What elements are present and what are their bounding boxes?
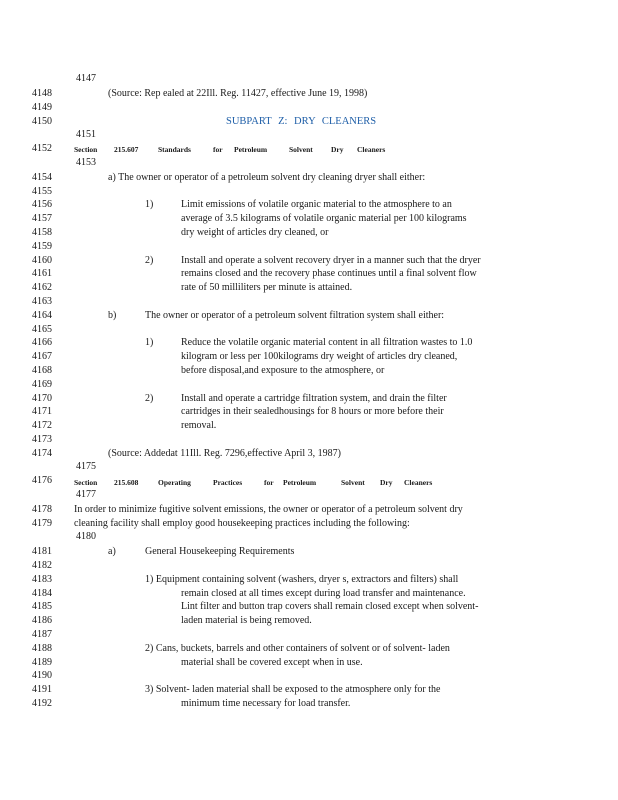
line-number: 4178 bbox=[32, 504, 52, 515]
section-word: Section bbox=[74, 478, 98, 487]
section-word: Cleaners bbox=[404, 478, 433, 487]
line-number: 4164 bbox=[32, 310, 52, 321]
section-word: Solvent bbox=[289, 145, 313, 154]
section-word: Dry bbox=[331, 145, 344, 154]
line-number: 4169 bbox=[32, 379, 52, 390]
paragraph-line: minimum time necessary for load transfer. bbox=[181, 698, 351, 709]
paragraph-line: Limit emissions of volatile organic material to the atmosphere to an bbox=[181, 199, 452, 210]
line-number: 4186 bbox=[32, 615, 52, 626]
paragraph-line: material shall be covered except when in use. bbox=[181, 657, 363, 668]
line-number: 4152 bbox=[32, 143, 52, 154]
line-number: 4174 bbox=[32, 448, 52, 459]
line-number: 4172 bbox=[32, 420, 52, 431]
paragraph-line: before disposal,and exposure to the atmosphere, or bbox=[181, 365, 385, 376]
line-number: 4176 bbox=[32, 475, 52, 486]
paragraph-line: 3) Solvent- laden material shall be exposed to the atmosphere only for the bbox=[145, 684, 441, 695]
paragraph-line: 2) Cans, buckets, barrels and other containers of solvent or of solvent- laden bbox=[145, 643, 450, 654]
paragraph-line: rate of 50 milliliters per minute is attained. bbox=[181, 282, 353, 293]
line-number: 4158 bbox=[32, 227, 52, 238]
line-number: 4153 bbox=[76, 157, 96, 168]
item-label: b) bbox=[108, 310, 117, 321]
line-number: 4187 bbox=[32, 629, 52, 640]
line-number: 4168 bbox=[32, 365, 52, 376]
line-number: 4165 bbox=[32, 324, 52, 335]
item-label: a) bbox=[108, 546, 116, 557]
section-word: Standards bbox=[158, 145, 191, 154]
line-number: 4185 bbox=[32, 601, 52, 612]
paragraph-line: a) The owner or operator of a petroleum solvent dry cleaning dryer shall either: bbox=[108, 172, 426, 183]
section-word: Solvent bbox=[341, 478, 365, 487]
section-word: Dry bbox=[380, 478, 393, 487]
line-number: 4162 bbox=[32, 282, 52, 293]
paragraph-line: cleaning facility shall employ good housekeeping practices including the following: bbox=[74, 518, 410, 529]
paragraph-line: laden material is being removed. bbox=[181, 615, 312, 626]
line-number: 4180 bbox=[76, 531, 96, 542]
line-number: 4184 bbox=[32, 588, 52, 599]
line-number: 4173 bbox=[32, 434, 52, 445]
section-word: Petroleum bbox=[234, 145, 268, 154]
item-label: 2) bbox=[145, 393, 154, 404]
line-number: 4161 bbox=[32, 268, 52, 279]
section-word: Operating bbox=[158, 478, 191, 487]
line-number: 4183 bbox=[32, 574, 52, 585]
paragraph-line: Install and operate a solvent recovery dryer in a manner such that the dryer bbox=[181, 255, 481, 266]
line-number: 4147 bbox=[76, 73, 96, 84]
line-number: 4190 bbox=[32, 670, 52, 681]
line-number: 4171 bbox=[32, 406, 52, 417]
line-number: 4182 bbox=[32, 560, 52, 571]
line-number: 4179 bbox=[32, 518, 52, 529]
item-label: 1) bbox=[145, 337, 154, 348]
section-word: for bbox=[213, 145, 223, 154]
line-number: 4188 bbox=[32, 643, 52, 654]
item-label: 2) bbox=[145, 255, 154, 266]
section-word: Section bbox=[74, 145, 98, 154]
line-number: 4192 bbox=[32, 698, 52, 709]
item-label: 1) bbox=[145, 199, 154, 210]
paragraph-line: cartridges in their sealedhousings for 8 hours or more before their bbox=[181, 406, 444, 417]
line-number: 4189 bbox=[32, 657, 52, 668]
line-number: 4163 bbox=[32, 296, 52, 307]
paragraph-line: 1) Equipment containing solvent (washers, dryer s, extractors and filters) shall bbox=[145, 574, 459, 585]
line-number: 4159 bbox=[32, 241, 52, 252]
source-note: (Source: Addedat 11Ill. Reg. 7296,effective April 3, 1987) bbox=[108, 448, 342, 459]
line-number: 4155 bbox=[32, 186, 52, 197]
paragraph-line: In order to minimize fugitive solvent emissions, the owner or operator of a petroleum solvent dry bbox=[74, 504, 463, 515]
line-number: 4156 bbox=[32, 199, 52, 210]
section-word: Cleaners bbox=[357, 145, 386, 154]
paragraph-line: kilogram or less per 100kilograms dry weight of articles dry cleaned, bbox=[181, 351, 458, 362]
line-number: 4181 bbox=[32, 546, 52, 557]
line-number: 4150 bbox=[32, 116, 52, 127]
paragraph-line: remains closed and the recovery phase continues until a final solvent flow bbox=[181, 268, 477, 279]
section-word: Practices bbox=[213, 478, 243, 487]
paragraph-line: Lint filter and button trap covers shall remain closed except when solvent- bbox=[181, 601, 479, 612]
line-number: 4167 bbox=[32, 351, 52, 362]
line-number: 4166 bbox=[32, 337, 52, 348]
section-word: Petroleum bbox=[283, 478, 317, 487]
line-number: 4157 bbox=[32, 213, 52, 224]
paragraph-line: remain closed at all times except during load transfer and maintenance. bbox=[181, 588, 466, 599]
line-number: 4175 bbox=[76, 461, 96, 472]
section-number: 215.607 bbox=[114, 145, 139, 154]
line-number: 4191 bbox=[32, 684, 52, 695]
paragraph-line: dry weight of articles dry cleaned, or bbox=[181, 227, 329, 238]
source-note: (Source: Rep ealed at 22Ill. Reg. 11427, effective June 19, 1998) bbox=[108, 88, 368, 99]
subheading: General Housekeeping Requirements bbox=[145, 546, 295, 557]
paragraph-line: The owner or operator of a petroleum solvent filtration system shall either: bbox=[145, 310, 445, 321]
line-number: 4160 bbox=[32, 255, 52, 266]
subpart-heading: SUBPART Z: DRY CLEANERS bbox=[226, 116, 377, 127]
line-number: 4154 bbox=[32, 172, 52, 183]
paragraph-line: removal. bbox=[181, 420, 217, 431]
paragraph-line: Reduce the volatile organic material content in all filtration wastes to 1.0 bbox=[181, 337, 473, 348]
paragraph-line: average of 3.5 kilograms of volatile organic material per 100 kilograms bbox=[181, 213, 467, 224]
section-number: 215.608 bbox=[114, 478, 139, 487]
section-word: for bbox=[264, 478, 274, 487]
paragraph-line: Install and operate a cartridge filtration system, and drain the filter bbox=[181, 393, 447, 404]
line-number: 4149 bbox=[32, 102, 52, 113]
line-number: 4177 bbox=[76, 489, 96, 500]
line-number: 4148 bbox=[32, 88, 52, 99]
line-number: 4151 bbox=[76, 129, 96, 140]
line-number: 4170 bbox=[32, 393, 52, 404]
